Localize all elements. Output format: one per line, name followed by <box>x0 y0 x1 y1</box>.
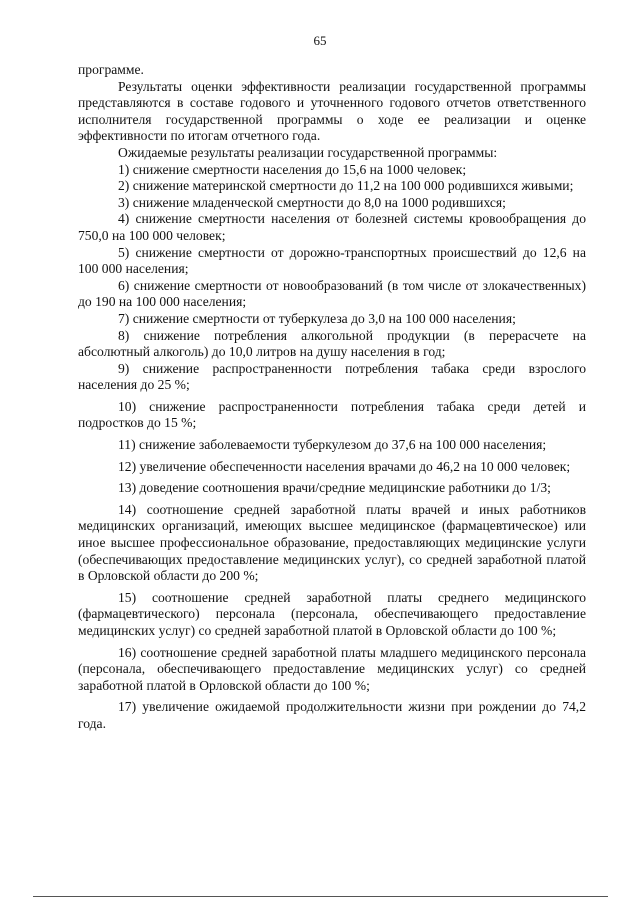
list-item-4: 4) снижение смертности населения от болезней системы кровообращения до 750,0 на 100 000 человек; <box>78 211 586 243</box>
list-item-11: 11) снижение заболеваемости туберкулезом до 37,6 на 100 000 населения; <box>118 437 547 453</box>
paragraph-expected-results-heading: Ожидаемые результаты реализации государственной программы: <box>118 144 498 160</box>
page-bottom-divider <box>33 896 608 897</box>
list-item-6: 6) снижение смертности от новообразований (в том числе от злокачественных) до 190 на 100 000 населения; <box>78 277 586 310</box>
list-item-13: 13) доведение соотношения врачи/средние медицинские работники до 1/3; <box>118 480 551 496</box>
list-item-15: 15) соотношение средней заработной платы среднего медицинского (фармацевтического) персонала (персонала, обеспечивающего предоставление медицинских услуг) со средней заработной платой в Орловской области до 100 %; <box>78 589 586 638</box>
list-item-3: 3) снижение младенческой смертности до 8,0 на 1000 родившихся; <box>118 194 506 210</box>
page-number: 65 <box>313 33 327 48</box>
list-item-1: 1) снижение смертности населения до 15,6 на 1000 человек; <box>118 161 467 177</box>
list-item-16: 16) соотношение средней заработной платы младшего медицинского персонала (персонала, обеспечивающего предоставление медицинских услуг) со средней заработной платой в Орловской области до 100 %; <box>78 644 586 693</box>
list-item-5: 5) снижение смертности от дорожно-транспортных происшествий до 12,6 на 100 000 населения; <box>78 244 586 277</box>
list-item-7: 7) снижение смертности от туберкулеза до 3,0 на 100 000 населения; <box>118 310 516 326</box>
document-body <box>78 62 586 733</box>
list-item-2: 2) снижение материнской смертности до 11,2 на 100 000 родившихся живыми; <box>118 178 574 194</box>
list-item-17: 17) увеличение ожидаемой продолжительности жизни при рождении до 74,2 года. <box>78 699 586 731</box>
list-item-12: 12) увеличение обеспеченности населения врачами до 46,2 на 10 000 человек; <box>118 458 571 474</box>
list-item-8: 8) снижение потребления алкогольной продукции (в перерасчете на абсолютный алкоголь) до 10,0 литров на душу населения в год; <box>78 327 586 360</box>
paragraph-continuation: программе. <box>78 62 144 77</box>
paragraph-evaluation-reports: Результаты оценки эффективности реализации государственной программы представляются в составе годового и уточненного годового отчетов ответственного исполнителя государственной программы о ходе ее реализации и оценке эффективности по итогам отчетного года. <box>78 78 586 144</box>
list-item-9: 9) снижение распространенности потребления табака среди взрослого населения до 25 %; <box>78 360 586 393</box>
list-item-14: 14) соотношение средней заработной платы врачей и иных работников медицинских организаций, имеющих высшее медицинское (фармацевтическое) или иное высшее профессиональное образование, предоставляющих медицинские услуги (обеспечивающих предоставление медицинских услуг), со средней заработной платой в Орловской области до 200 %; <box>78 501 586 584</box>
list-item-10: 10) снижение распространенности потребления табака среди детей и подростков до 15 %; <box>78 398 586 431</box>
